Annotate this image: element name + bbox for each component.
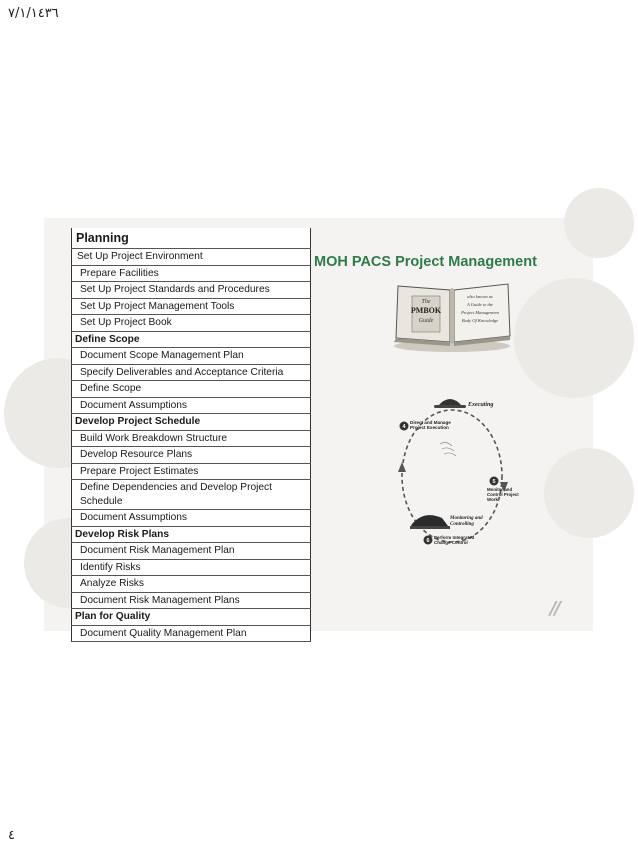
table-row [72, 559, 311, 576]
task-item: Prepare Facilities [72, 265, 311, 282]
task-item: Build Work Breakdown Structure [72, 430, 311, 447]
table-row [72, 364, 311, 381]
table-row [72, 463, 311, 480]
planning-table-body [72, 228, 311, 642]
table-row [72, 282, 311, 299]
background-blob [564, 188, 634, 258]
table-row [72, 430, 311, 447]
table-row [72, 298, 311, 315]
table-row [72, 265, 311, 282]
task-item: Set Up Project Environment [72, 249, 311, 266]
step-number: 4 [402, 424, 406, 430]
hard-hat-icon [438, 399, 462, 406]
table-header: Planning [72, 228, 311, 249]
book-page-line: Project Management [461, 310, 499, 315]
monitor-control-work-label: Monitor and Control Project Work [487, 487, 519, 502]
table-row [72, 543, 311, 560]
slide [44, 218, 593, 639]
book-page-line: Body Of Knowledge [461, 318, 499, 323]
task-item: Define Dependencies and Develop Project Schedule [72, 480, 311, 510]
group-heading: Develop Risk Plans [72, 526, 311, 543]
task-item: Set Up Project Management Tools [72, 298, 311, 315]
task-item: Define Scope [72, 381, 311, 398]
page-number: ٤ [8, 828, 15, 843]
monitoring-label: Monitoring and Controlling [450, 516, 483, 527]
table-row [72, 315, 311, 332]
table-row [72, 348, 311, 365]
table-row [72, 510, 311, 527]
group-heading: Define Scope [72, 331, 311, 348]
process-cycle-diagram [390, 386, 522, 556]
background-blob [514, 278, 634, 398]
table-row [72, 625, 311, 642]
task-item: Analyze Risks [72, 576, 311, 593]
table-header-row [72, 228, 311, 249]
slide-title: MOH PACS Project Management [314, 254, 537, 270]
perform-change-label: Perform Integrated Change Control [434, 535, 475, 545]
book-cover-line: The [421, 299, 431, 305]
task-item: Document Quality Management Plan [72, 625, 311, 642]
executing-label: Executing [468, 402, 494, 408]
task-item: Specify Deliverables and Acceptance Criteria [72, 364, 311, 381]
group-heading: Plan for Quality [72, 609, 311, 626]
slide-watermark: // [549, 598, 559, 619]
table-group-row [72, 414, 311, 431]
book-page-line: also known as [467, 294, 493, 299]
direct-manage-label: Direct and Manage Project Execution [410, 420, 451, 430]
task-item: Document Scope Management Plan [72, 348, 311, 365]
table-group-row [72, 526, 311, 543]
table-row [72, 447, 311, 464]
table-row [72, 480, 311, 510]
book-cover-line: Guide [418, 318, 434, 324]
task-item: Document Risk Management Plans [72, 592, 311, 609]
planning-table [71, 228, 311, 642]
task-item: Identify Risks [72, 559, 311, 576]
task-item: Set Up Project Standards and Procedures [72, 282, 311, 299]
task-item: Set Up Project Book [72, 315, 311, 332]
pmbok-book-image [392, 276, 512, 352]
step-number: 6 [426, 538, 430, 544]
table-row [72, 397, 311, 414]
table-row [72, 381, 311, 398]
step-number: 5 [492, 479, 496, 485]
table-group-row [72, 331, 311, 348]
table-row [72, 576, 311, 593]
book-cover-line: PMBOK [410, 306, 442, 315]
book-page-line: A Guide to the [466, 302, 494, 307]
task-item: Document Assumptions [72, 510, 311, 527]
handwritten-note [440, 442, 456, 456]
table-row [72, 249, 311, 266]
task-item: Prepare Project Estimates [72, 463, 311, 480]
task-item: Develop Resource Plans [72, 447, 311, 464]
group-heading: Develop Project Schedule [72, 414, 311, 431]
table-group-row [72, 609, 311, 626]
background-blob [544, 448, 634, 538]
table-row [72, 592, 311, 609]
task-item: Document Risk Management Plan [72, 543, 311, 560]
header-date: ٧/١/١٤٣٦ [8, 6, 59, 21]
task-item: Document Assumptions [72, 397, 311, 414]
